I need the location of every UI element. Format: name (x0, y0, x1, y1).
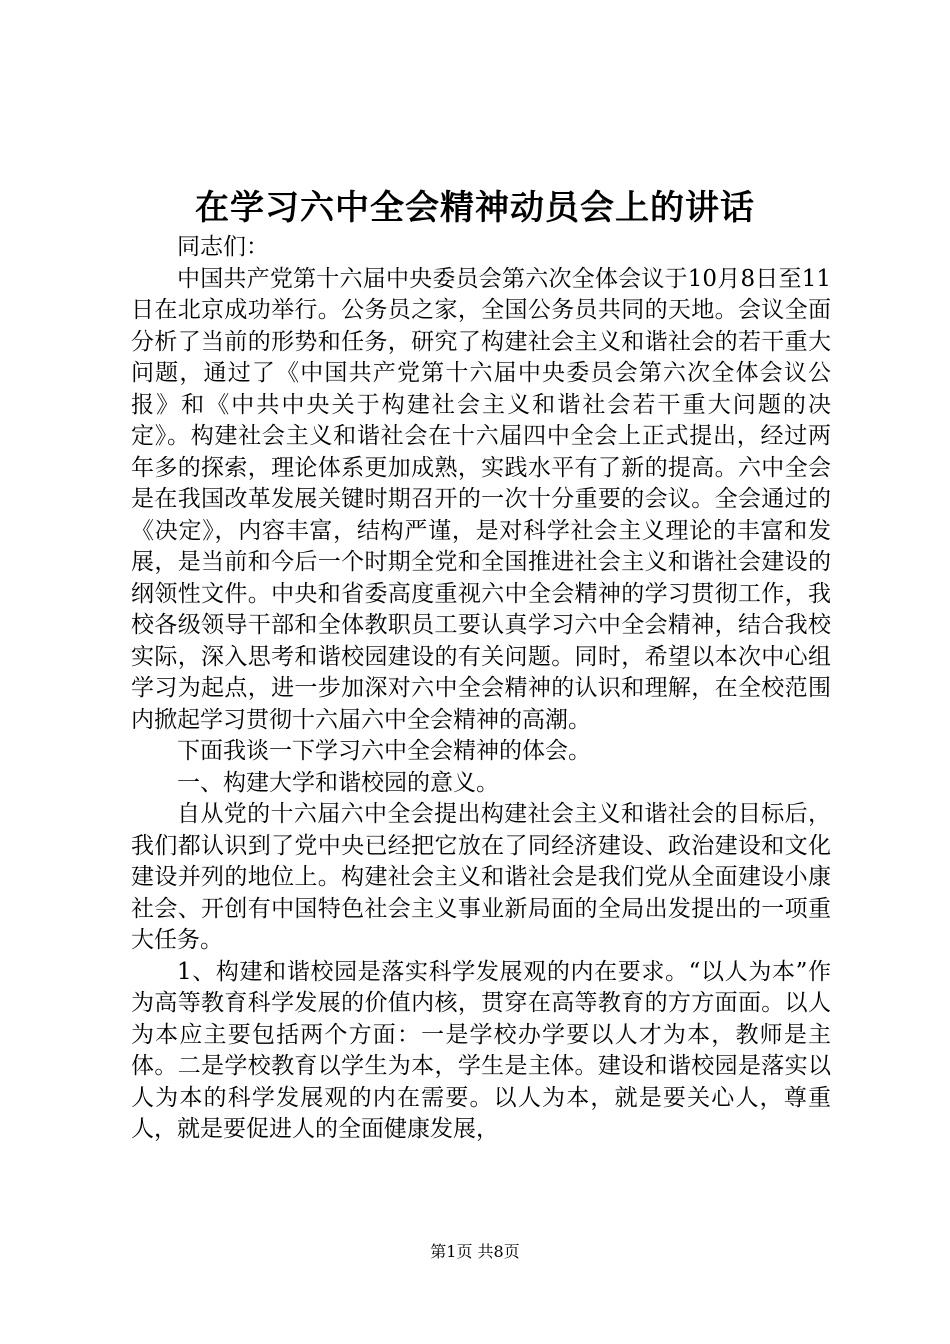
document-title: 在学习六中全会精神动员会上的讲话 (195, 188, 755, 228)
body-paragraph: 自从党的十六届六中全会提出构建社会主义和谐社会的目标后，我们都认识到了党中央已经把它放在了同经济建设、政治建设和文化建设并列的地位上。构建社会主义和谐社会是我们党从全面建设小康社会、开创有中国特色社会主义事业新局面的全局出发提出的一项重大任务。 (131, 801, 831, 953)
section-heading: 一、构建大学和谐校园的意义。 (177, 769, 499, 796)
body-paragraph: 下面我谈一下学习六中全会精神的体会。 (177, 738, 591, 764)
body-paragraph: 1、构建和谐校园是落实科学发展观的内在要求。“以人为本”作为高等教育科学发展的价值内核，贯穿在高等教育的方方面面。以人为本应主要包括两个方面：一是学校办学要以人才为本，教师是主体。二是学校教育以学生为本，学生是主体。建设和谐校园是落实以人为本的科学发展观的内在需要。以人为本，就是要关心人，尊重人，就是要促进人的全面健康发展， (131, 958, 831, 1142)
document-body (131, 232, 831, 1146)
salutation-paragraph: 同志们： (177, 234, 269, 260)
page-number-footer: 第1页 共8页 (430, 1242, 520, 1261)
body-paragraph: 中国共产党第十六届中央委员会第六次全体会议于10月8日至11日在北京成功举行。公务员之家，全国公务员共同的天地。会议全面分析了当前的形势和任务，研究了构建社会主义和谐社会的若干重大问题，通过了《中国共产党第十六届中央委员会第六次全体会议公报》和《中共中央关于构建社会主义和谐社会若干重大问题的决定》。构建社会主义和谐社会在十六届四中全会上正式提出，经过两年多的探索，理论体系更加成熟，实践水平有了新的提高。六中全会是在我国改革发展关键时期召开的一次十分重要的会议。全会通过的《决定》，内容丰富，结构严谨，是对科学社会主义理论的丰富和发展，是当前和今后一个时期全党和全国推进社会主义和谐社会建设的纲领性文件。中央和省委高度重视六中全会精神的学习贯彻工作，我校各级领导干部和全体教职员工要认真学习六中全会精神，结合我校实际，深入思考和谐校园建设的有关问题。同时，希望以本次中心组学习为起点，进一步加深对六中全会精神的认识和理解，在全校范围内掀起学习贯彻十六届六中全会精神的高潮。 (131, 265, 831, 733)
